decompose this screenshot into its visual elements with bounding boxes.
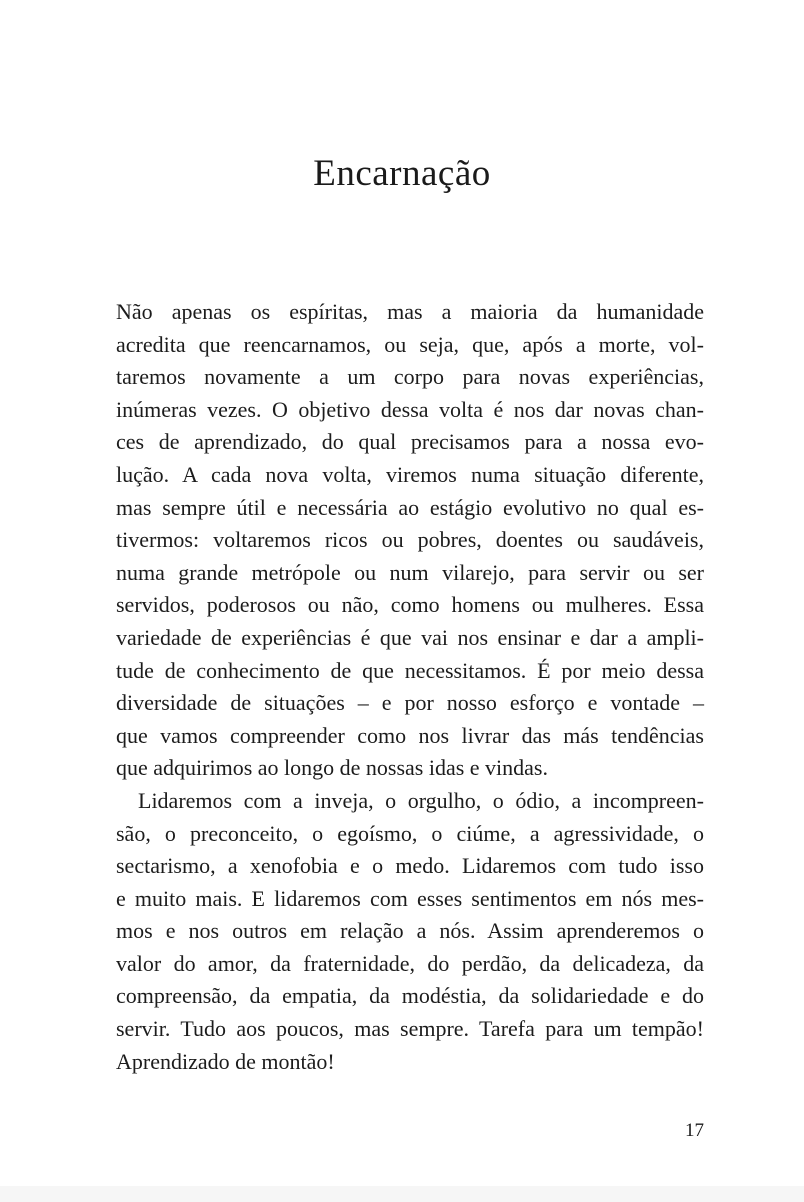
text-line: valor do amor, da fraternidade, do perdão, da delicadeza, da <box>116 950 704 976</box>
text-line: taremos novamente a um corpo para novas experiências, <box>116 364 704 390</box>
body-text <box>116 296 704 1078</box>
text-line: servir. Tudo aos poucos, mas sempre. Tarefa para um tempão! <box>116 1016 704 1042</box>
paragraph <box>116 785 704 1078</box>
chapter-title: Encarnação <box>313 153 491 194</box>
page-bottom-edge <box>0 1186 804 1202</box>
text-line: tude de conhecimento de que necessitamos. É por meio dessa <box>116 657 704 683</box>
text-line: Não apenas os espíritas, mas a maioria da humanidade <box>116 299 704 324</box>
text-line: ces de aprendizado, do qual precisamos para a nossa evo- <box>116 429 704 455</box>
text-line: compreensão, da empatia, da modéstia, da solidariedade e do <box>116 983 704 1009</box>
paragraph <box>116 296 704 785</box>
text-line: e muito mais. E lidaremos com esses sentimentos em nós mes- <box>116 885 704 911</box>
text-line: que vamos compreender como nos livrar das más tendências <box>116 722 704 748</box>
text-line: são, o preconceito, o egoísmo, o ciúme, a agressividade, o <box>116 820 704 846</box>
text-line: acredita que reencarnamos, ou seja, que, após a morte, vol- <box>116 331 704 357</box>
text-line: Aprendizado de montão! <box>116 1048 335 1074</box>
text-line: Lidaremos com a inveja, o orgulho, o ódio, a incompreen- <box>138 787 704 813</box>
text-line: tivermos: voltaremos ricos ou pobres, doentes ou saudáveis, <box>116 527 704 553</box>
text-line: lução. A cada nova volta, viremos numa situação diferente, <box>116 461 704 487</box>
text-line: inúmeras vezes. O objetivo dessa volta é nos dar novas chan- <box>116 396 704 422</box>
text-line: sectarismo, a xenofobia e o medo. Lidaremos com tudo isso <box>116 853 704 879</box>
page-number: 17 <box>685 1120 704 1141</box>
text-line: diversidade de situações – e por nosso esforço e vontade – <box>116 690 704 716</box>
text-line: mos e nos outros em relação a nós. Assim aprenderemos o <box>116 918 704 944</box>
text-line: servidos, poderosos ou não, como homens ou mulheres. Essa <box>116 592 704 618</box>
text-line: numa grande metrópole ou num vilarejo, para servir ou ser <box>116 559 704 585</box>
text-line: mas sempre útil e necessária ao estágio evolutivo no qual es- <box>116 494 704 520</box>
text-line: variedade de experiências é que vai nos ensinar e dar a ampli- <box>116 624 704 650</box>
text-line: que adquirimos ao longo de nossas idas e vindas. <box>116 755 548 781</box>
